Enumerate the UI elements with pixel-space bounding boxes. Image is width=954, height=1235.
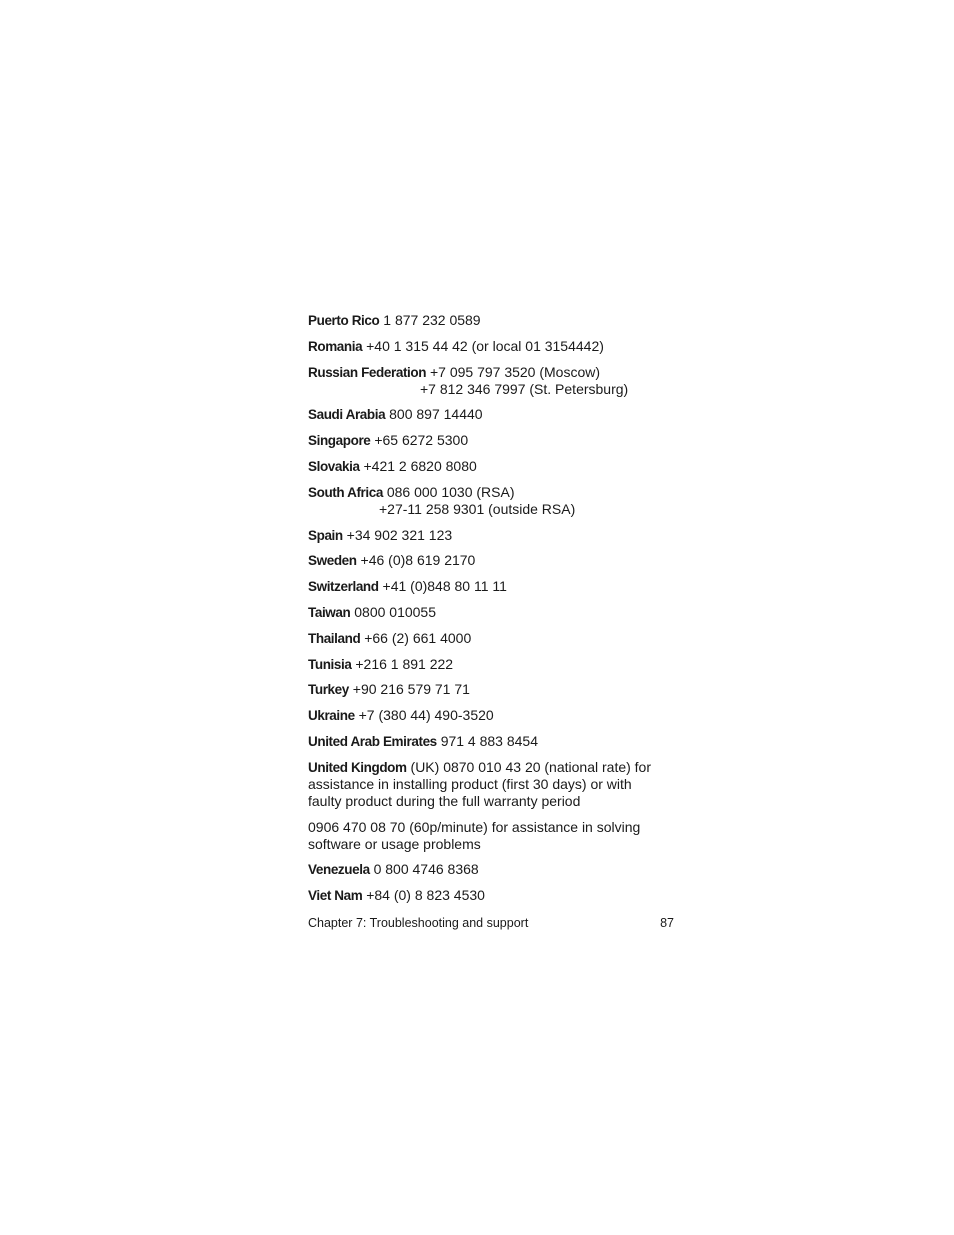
entry-russian-federation — [308, 364, 658, 398]
phone-number: 0800 010055 — [354, 603, 437, 620]
entry-sweden — [308, 552, 658, 569]
country-name: Ukraine — [308, 708, 355, 724]
entry-taiwan — [308, 604, 658, 621]
entry-puerto-rico — [308, 312, 658, 329]
phone-number: +90 216 579 71 71 — [352, 681, 470, 698]
phone-number: +40 1 315 44 42 (or local 01 3154442) — [366, 337, 604, 354]
entry-south-africa — [308, 484, 658, 518]
phone-number-description: (UK) 0870 010 43 20 (national rate) for assistance in installing product (first 30 days) or with faulty product during the full warranty period — [308, 758, 652, 809]
entry-thailand — [308, 630, 658, 647]
phone-number: +41 (0)848 80 11 11 — [382, 578, 507, 595]
entry-switzerland — [308, 578, 658, 595]
country-name: United Kingdom — [308, 759, 407, 775]
entry-venezuela — [308, 861, 658, 878]
country-name: Sweden — [308, 553, 357, 569]
entry-singapore — [308, 432, 658, 449]
entry-slovakia — [308, 458, 658, 475]
country-name: Taiwan — [308, 604, 351, 620]
entry-turkey — [308, 681, 658, 698]
country-name: Thailand — [308, 630, 361, 646]
phone-number: 971 4 883 8454 — [440, 732, 539, 749]
country-name: Singapore — [308, 433, 371, 449]
country-name: Spain — [308, 527, 343, 543]
entry-saudi-arabia — [308, 406, 658, 423]
country-name: Tunisia — [308, 656, 352, 672]
chapter-title: Chapter 7: Troubleshooting and support — [308, 916, 529, 930]
phone-number: +46 (0)8 619 2170 — [360, 552, 476, 569]
phone-number: +7 812 346 7997 (St. Petersburg) — [420, 380, 629, 397]
country-name: South Africa — [308, 484, 383, 500]
phone-number-description: 0906 470 08 70 (60p/minute) for assistance in solving software or usage problems — [308, 818, 641, 852]
phone-number: 086 000 1030 (RSA) — [386, 483, 515, 500]
entry-romania — [308, 338, 658, 355]
country-name: Slovakia — [308, 458, 360, 474]
page-footer — [308, 915, 674, 931]
entry-united-kingdom — [308, 759, 658, 810]
phone-number: +27-11 258 9301 (outside RSA) — [379, 500, 576, 517]
phone-number: +216 1 891 222 — [355, 655, 454, 672]
phone-number: 800 897 14440 — [389, 406, 483, 423]
country-name: Puerto Rico — [308, 313, 380, 328]
phone-number: +65 6272 5300 — [374, 432, 469, 449]
country-name: Saudi Arabia — [308, 407, 386, 423]
support-phone-list — [308, 312, 658, 913]
phone-number: +84 (0) 8 823 4530 — [366, 887, 485, 904]
phone-number: 1 877 232 0589 — [383, 312, 481, 328]
phone-number: +421 2 6820 8080 — [363, 457, 477, 474]
country-name: Romania — [308, 338, 363, 354]
entry-spain — [308, 527, 658, 544]
phone-number: +34 902 321 123 — [346, 526, 453, 543]
country-name: Switzerland — [308, 579, 379, 595]
page-number: 87 — [660, 916, 674, 930]
country-name: Venezuela — [308, 862, 370, 878]
entry-united-kingdom-software — [308, 819, 658, 853]
entry-tunisia — [308, 656, 658, 673]
country-name: Russian Federation — [308, 364, 427, 380]
country-name: Viet Nam — [308, 888, 363, 904]
country-name: United Arab Emirates — [308, 733, 437, 749]
phone-number: 0 800 4746 8368 — [373, 861, 479, 878]
phone-number: +7 (380 44) 490-3520 — [358, 707, 494, 724]
entry-viet-nam — [308, 887, 658, 904]
entry-united-arab-emirates — [308, 733, 658, 750]
country-name: Turkey — [308, 682, 349, 698]
phone-number: +66 (2) 661 4000 — [364, 629, 472, 646]
entry-ukraine — [308, 707, 658, 724]
phone-number: +7 095 797 3520 (Moscow) — [429, 363, 601, 380]
